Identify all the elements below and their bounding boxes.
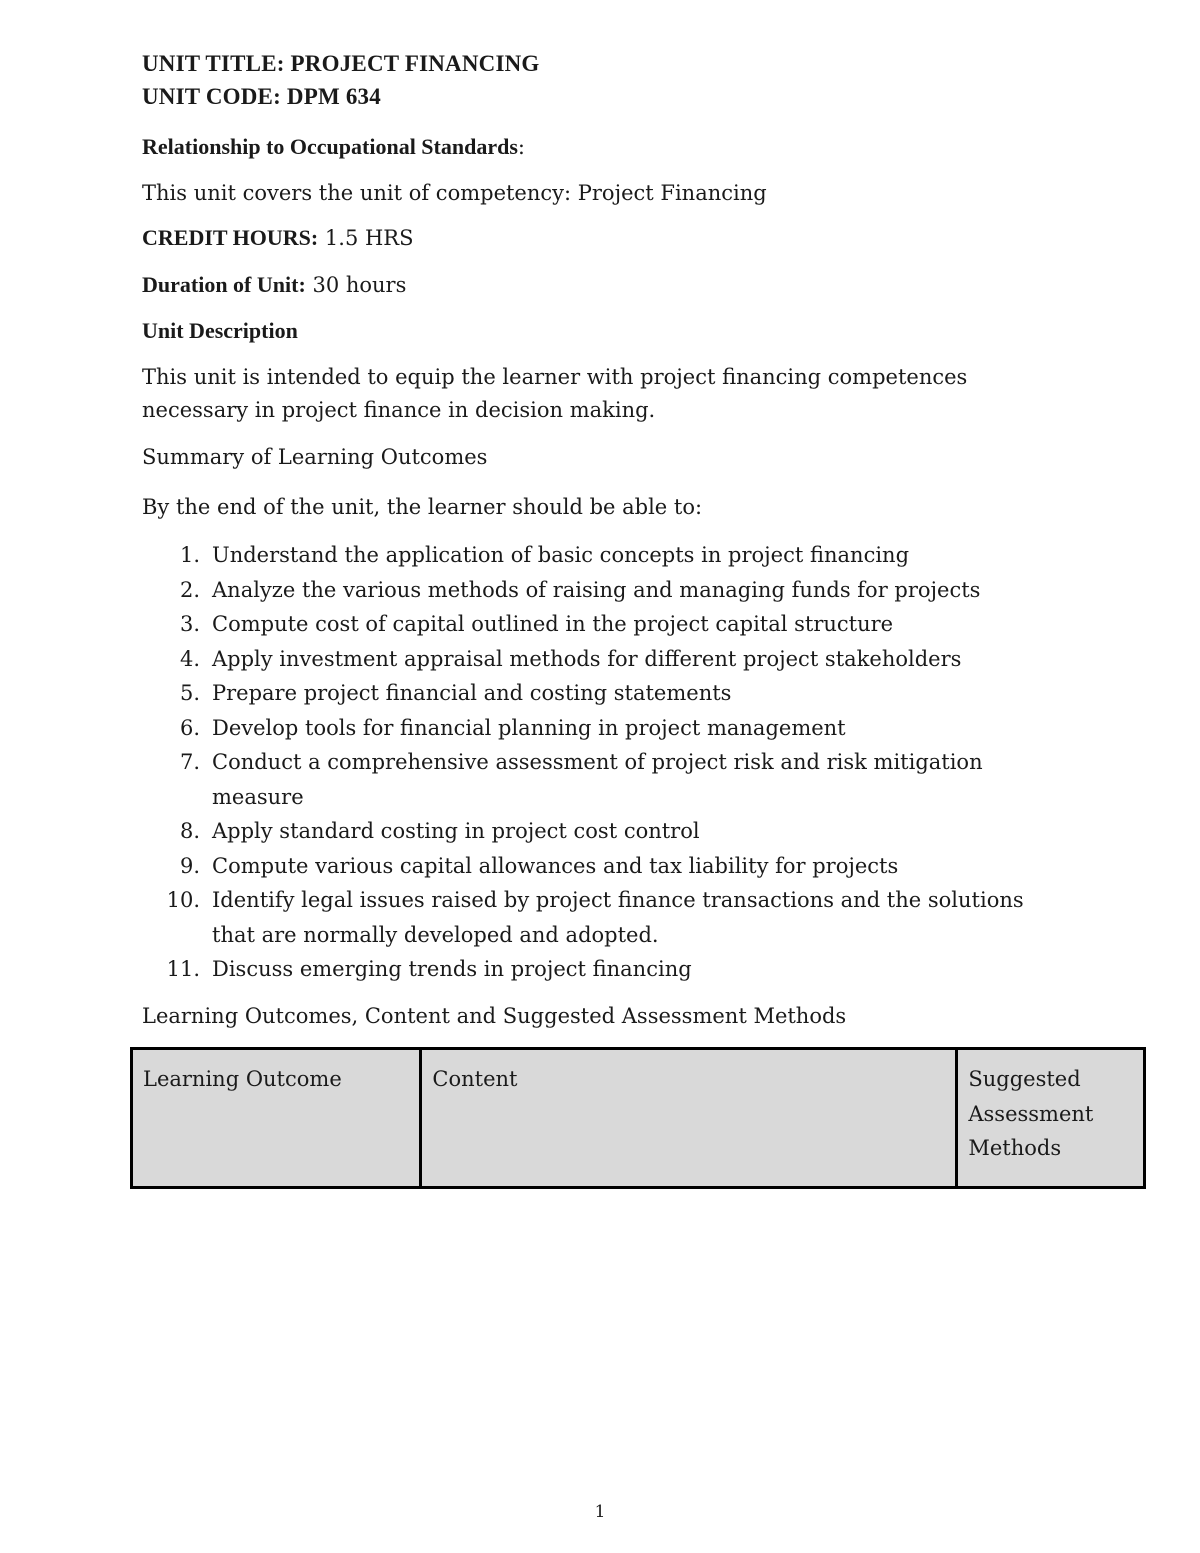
list-item-number: 1. [179,543,200,567]
list-item-text: Compute cost of capital outlined in the project capital structure [212,612,894,636]
list-item [142,745,1072,814]
list-item-number: 11. [166,957,200,981]
list-item-text: Apply investment appraisal methods for different project stakeholders [212,646,962,671]
list-item-text: Apply standard costing in project cost control [212,819,700,843]
unit-description-heading: Unit Description [142,318,298,343]
list-item-text: Identify legal issues raised by project finance transactions and the solutions that are normally developed and adopted. [212,888,1024,947]
table-header-row [132,1049,1145,1188]
column-header-content: Content [421,1049,957,1188]
credit-hours-value: 1.5 HRS [318,226,414,250]
list-item-number: 5. [179,681,200,705]
unit-title: UNIT TITLE: PROJECT FINANCING [142,51,540,76]
summary-heading: Summary of Learning Outcomes [142,445,488,469]
list-item [142,952,1072,987]
learning-outcomes-table [130,1047,1146,1189]
page-number: 1 [594,1502,606,1522]
list-item-number: 7. [179,750,200,774]
list-item-number: 10. [166,888,200,912]
relationship-colon: : [517,135,525,159]
credit-hours-label: CREDIT HOURS: [142,225,319,250]
credit-hours [142,221,414,255]
relationship-label: Relationship to Occupational Standards [142,134,518,159]
duration-value: 30 hours [305,273,407,297]
list-item-number: 4. [179,646,200,671]
list-item-text: Compute various capital allowances and tax liability for projects [212,853,899,878]
table-section-heading: Learning Outcomes, Content and Suggested Assessment Methods [142,1004,847,1028]
list-item [142,538,1072,573]
column-header-learning-outcome: Learning Outcome [132,1049,421,1188]
list-item [142,849,1072,884]
list-item-text: Conduct a comprehensive assessment of project risk and risk mitigation measure [212,750,983,809]
list-item [142,711,1072,746]
list-item-text: Understand the application of basic concepts in project financing [212,543,910,567]
list-item-text: Discuss emerging trends in project financing [212,957,692,981]
unit-description-text: This unit is intended to equip the learner with project financing competences necessary in project finance in decision making. [142,365,968,422]
list-item-text: Prepare project financial and costing statements [212,681,732,705]
list-item-text: Analyze the various methods of raising and managing funds for projects [212,577,981,602]
list-item-number: 9. [179,853,200,878]
list-item [142,814,1072,849]
summary-intro: By the end of the unit, the learner should be able to: [142,495,703,519]
column-header-suggested-assessment-methods: Suggested Assessment Methods [957,1049,1145,1188]
list-item [142,607,1072,642]
relationship-text: This unit covers the unit of competency: Project Financing [142,181,767,205]
list-item [142,676,1072,711]
list-item-number: 3. [179,612,200,636]
list-item-number: 8. [179,819,200,843]
duration-label: Duration of Unit: [142,272,306,297]
list-item-number: 6. [179,715,200,740]
duration [142,268,406,302]
list-item [142,573,1072,608]
unit-code: UNIT CODE: DPM 634 [142,84,381,109]
list-item [142,642,1072,677]
list-item [142,883,1072,952]
list-item-text: Develop tools for financial planning in project management [212,715,846,740]
learning-outcomes-list [142,538,1072,987]
list-item-number: 2. [179,577,200,602]
relationship-heading [142,130,525,164]
